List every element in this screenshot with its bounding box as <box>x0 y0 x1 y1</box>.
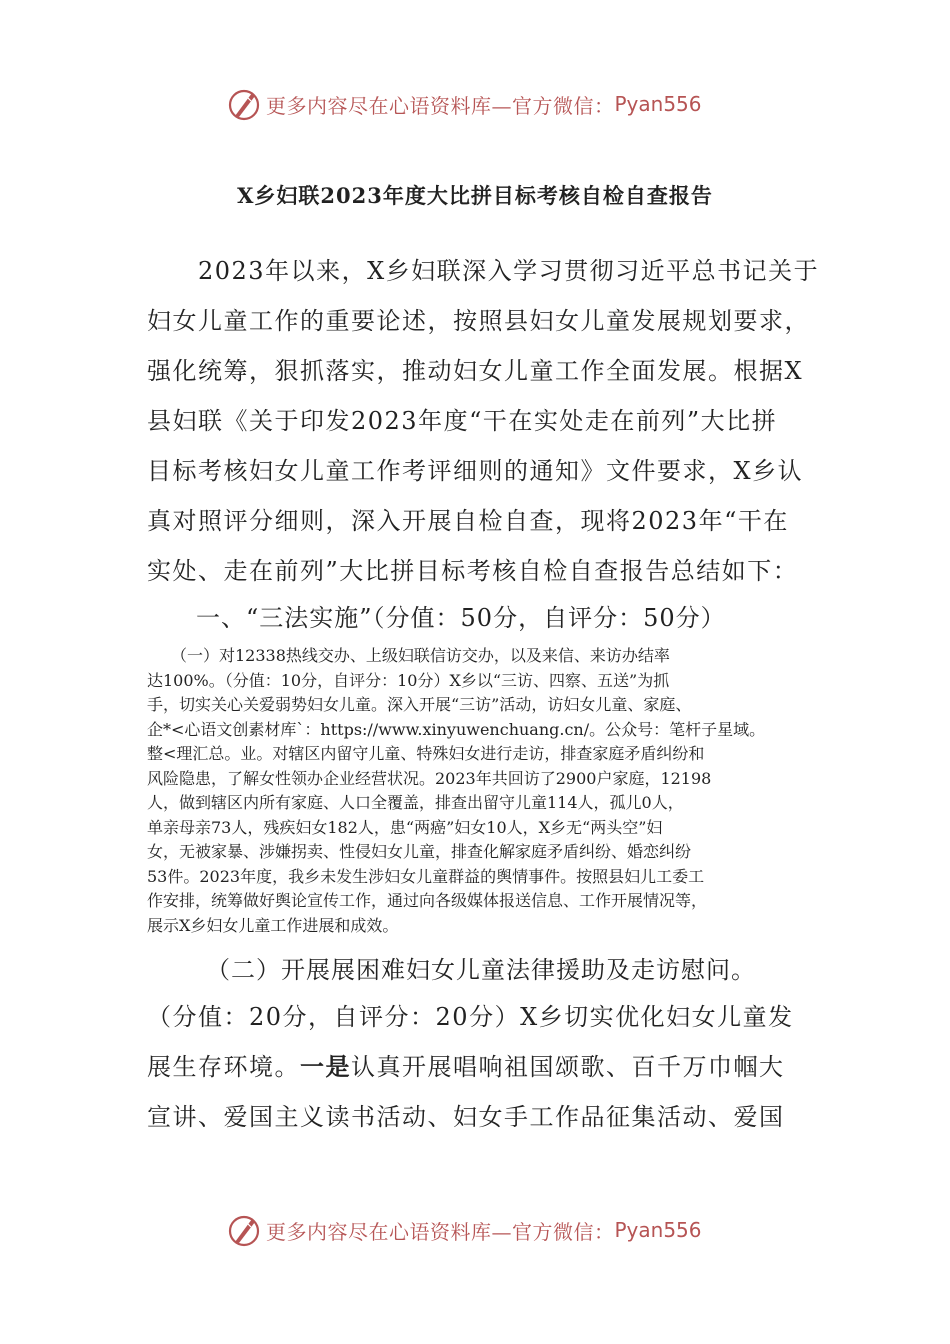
text-line: 宣讲、爱国主义读书活动、妇女手工作品征集活动、爱国 <box>147 1103 785 1131</box>
text-line: 手，切实关心关爱弱势妇女儿童。深入开展“三访”活动，访妇女儿童、家庭、 <box>147 695 692 714</box>
text-line: 强化统筹，狠抓落实，推动妇女儿童工作全面发展。根据X <box>147 357 804 385</box>
subsection-heading: （二）开展展困难妇女儿童法律援助及走访慰问。 <box>206 956 756 984</box>
text-line: 县妇联《关于印发2023年度“干在实处走在前列”大比拼 <box>147 407 778 435</box>
text-line: 达100%。（分值：10分，自评分：10分）X乡以“三访、四察、五送”为抓 <box>147 670 670 690</box>
text-line: 风险隐患，了解女性领办企业经营状况。2023年共回访了2900户家庭，12198 <box>147 768 712 788</box>
banner-text: 更多内容尽在心语资料库—官方微信： <box>266 93 615 118</box>
text-line-mixed <box>147 1042 817 1092</box>
text-line: 目标考核妇女儿童工作考评细则的通知》文件要求，X乡认 <box>147 457 804 485</box>
banner-text: 更多内容尽在心语资料库—官方微信： <box>266 1219 615 1244</box>
text-line: 实处、走在前列”大比拼目标考核自检自查报告总结如下： <box>147 557 799 585</box>
text-line: 女，无被家暴、涉嫌拐卖、性侵妇女儿童，排查化解家庭矛盾纠纷、婚恋纠纷 <box>147 842 692 861</box>
text-line: 真对照评分细则，深入开展自检自查，现将2023年“干在 <box>147 507 789 535</box>
document-title: X乡妇联2023年度大比拼目标考核自检自查报告 <box>237 183 713 208</box>
text-line: （分值：20分，自评分：20分）X乡切实优化妇女儿童发 <box>147 1003 794 1031</box>
quill-pen-circle-icon <box>226 86 262 122</box>
text-line: 企*<心语文创素材库`：https://www.xinyuwenchuang.cn/。公众号：笔杆子星域。 <box>147 719 766 739</box>
intro-paragraph <box>147 246 820 596</box>
text-run: 认真开展唱响祖国颂歌、百千万巾帼大 <box>351 1053 785 1081</box>
text-line: 人，做到辖区内所有家庭、人口全覆盖，排查出留守儿童114人，孤儿0人， <box>147 793 684 812</box>
subsection-paragraph <box>147 992 817 1142</box>
text-line: （一）对12338热线交办、上级妇联信访交办，以及来信、来访办结率 <box>147 646 670 665</box>
text-line: 展示X乡妇女儿童工作进展和成效。 <box>147 915 399 935</box>
footer-watermark-banner <box>0 1210 950 1250</box>
text-line: 单亲母亲73人，残疾妇女182人，患“两癌”妇女10人，X乡无“两头空”妇 <box>147 817 663 837</box>
banner-wechat-id: Pyan556 <box>614 1218 702 1242</box>
section-heading: 一、“三法实施”（分值：50分，自评分：50分） <box>196 604 726 632</box>
text-line: 整<理汇总。业。对辖区内留守儿童、特殊妇女进行走访，排查家庭矛盾纠纷和 <box>147 744 705 763</box>
text-line: 2023年以来，X乡妇联深入学习贯彻习近平总书记关于 <box>147 257 820 285</box>
header-watermark-banner <box>0 84 950 124</box>
text-line: 作安排，统筹做好舆论宣传工作，通过向各级媒体报送信息、工作开展情况等， <box>147 891 708 910</box>
section-item-paragraph <box>147 644 817 938</box>
bold-lead-text: 一是 <box>300 1052 351 1081</box>
text-line: 53件。2023年度，我乡未发生涉妇女儿童群益的舆情事件。按照县妇儿工委工 <box>147 866 705 886</box>
quill-pen-circle-icon <box>226 1212 262 1248</box>
banner-wechat-id: Pyan556 <box>614 92 702 116</box>
text-line: 妇女儿童工作的重要论述，按照县妇女儿童发展规划要求， <box>147 307 810 335</box>
text-run: 展生存环境。 <box>147 1053 300 1081</box>
